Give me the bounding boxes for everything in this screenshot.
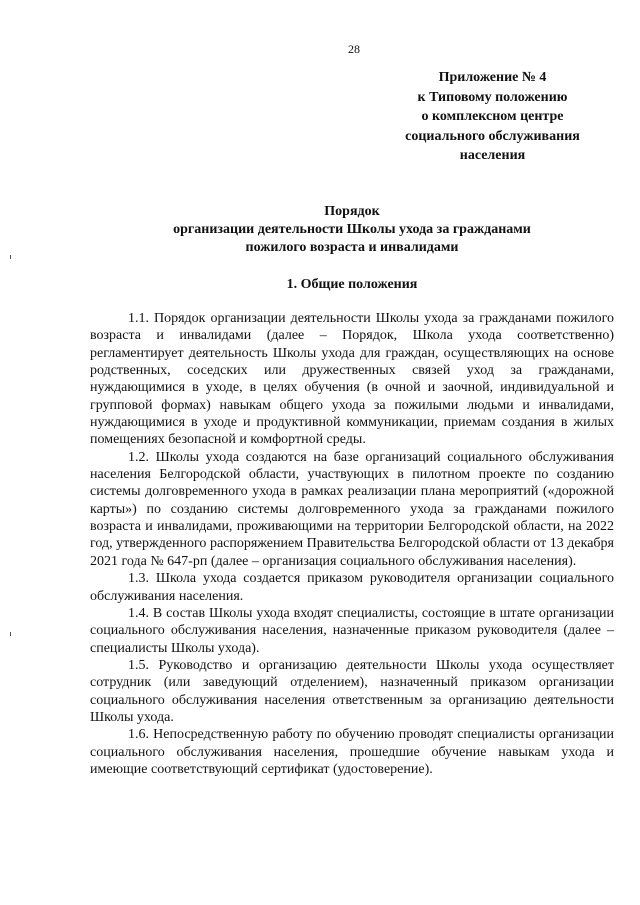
page-number: 28 [348,42,360,56]
title-line: пожилого возраста и инвалидами [245,240,459,255]
paragraph-1-5: 1.5. Руководство и организацию деятельности Школы ухода осуществляет сотрудник (или заведующий отделением), назначенный приказом организации социального обслуживания населения ответственным за организацию деятельности Школы ухода. [90,657,614,725]
appendix-line: Приложение № 4 [438,70,547,85]
document-title [90,203,614,257]
appendix-line: социального обслуживания [405,128,580,144]
appendix-header [385,68,600,166]
appendix-line: о комплексном центре [421,109,564,124]
appendix-line: населения [459,148,526,163]
title-line: организации деятельности Школы ухода за гражданами [173,222,531,237]
paragraph-1-4: 1.4. В состав Школы ухода входят специалисты, состоящие в штате организации социального обслуживания населения, назначенные приказом руководителя (далее – специалисты Школы ухода). [90,605,614,656]
paragraph-1-1: 1.1. Порядок организации деятельности Школы ухода за гражданами пожилого возраста и инвалидами (далее – Порядок, Школа ухода соответственно) регламентирует деятельность Школы ухода для граждан, осуществляющих на основе родственных, соседских или дружественных связей уход за гражданами, нуждающимися в уходе, в целях обучения (в очной и заочной, индивидуальной и групповой формах) навыкам общего ухода за пожилыми людьми и инвалидами, нуждающимися в уходе и продуктивной коммуникации, приемам создания в жилых помещениях безопасной и комфортной среды. [90,311,614,448]
section-body [90,310,614,778]
paragraph-1-3: 1.3. Школа ухода создается приказом руководителя организации социального обслуживания населения. [90,571,614,604]
paragraph-1-6: 1.6. Непосредственную работу по обучению проводят специалисты организации социального обслуживания населения, прошедшие обучение навыкам ухода и имеющие соответствующий сертификат (удостоверение). [90,727,614,777]
paragraph-1-2: 1.2. Школы ухода создаются на базе организаций социального обслуживания населения Белгородской области, участвующих в пилотном проекте по созданию системы долговременного ухода в рамках реализации плана мероприятий («дорожной карты») по созданию системы долговременного ухода за гражданами пожилого возраста и инвалидами, проживающими на территории Белгородской области, на 2022 год, утвержденного распоряжением Правительства Белгородской области от 13 декабря 2021 года № 647-рп (далее – организация социального обслуживания населения). [90,449,614,569]
scan-artifact-mark [10,255,11,259]
title-line: Порядок [324,204,380,219]
section-heading: 1. Общие положения [286,277,418,292]
scan-artifact-mark [10,632,11,636]
appendix-line: к Типовому положению [417,89,568,105]
